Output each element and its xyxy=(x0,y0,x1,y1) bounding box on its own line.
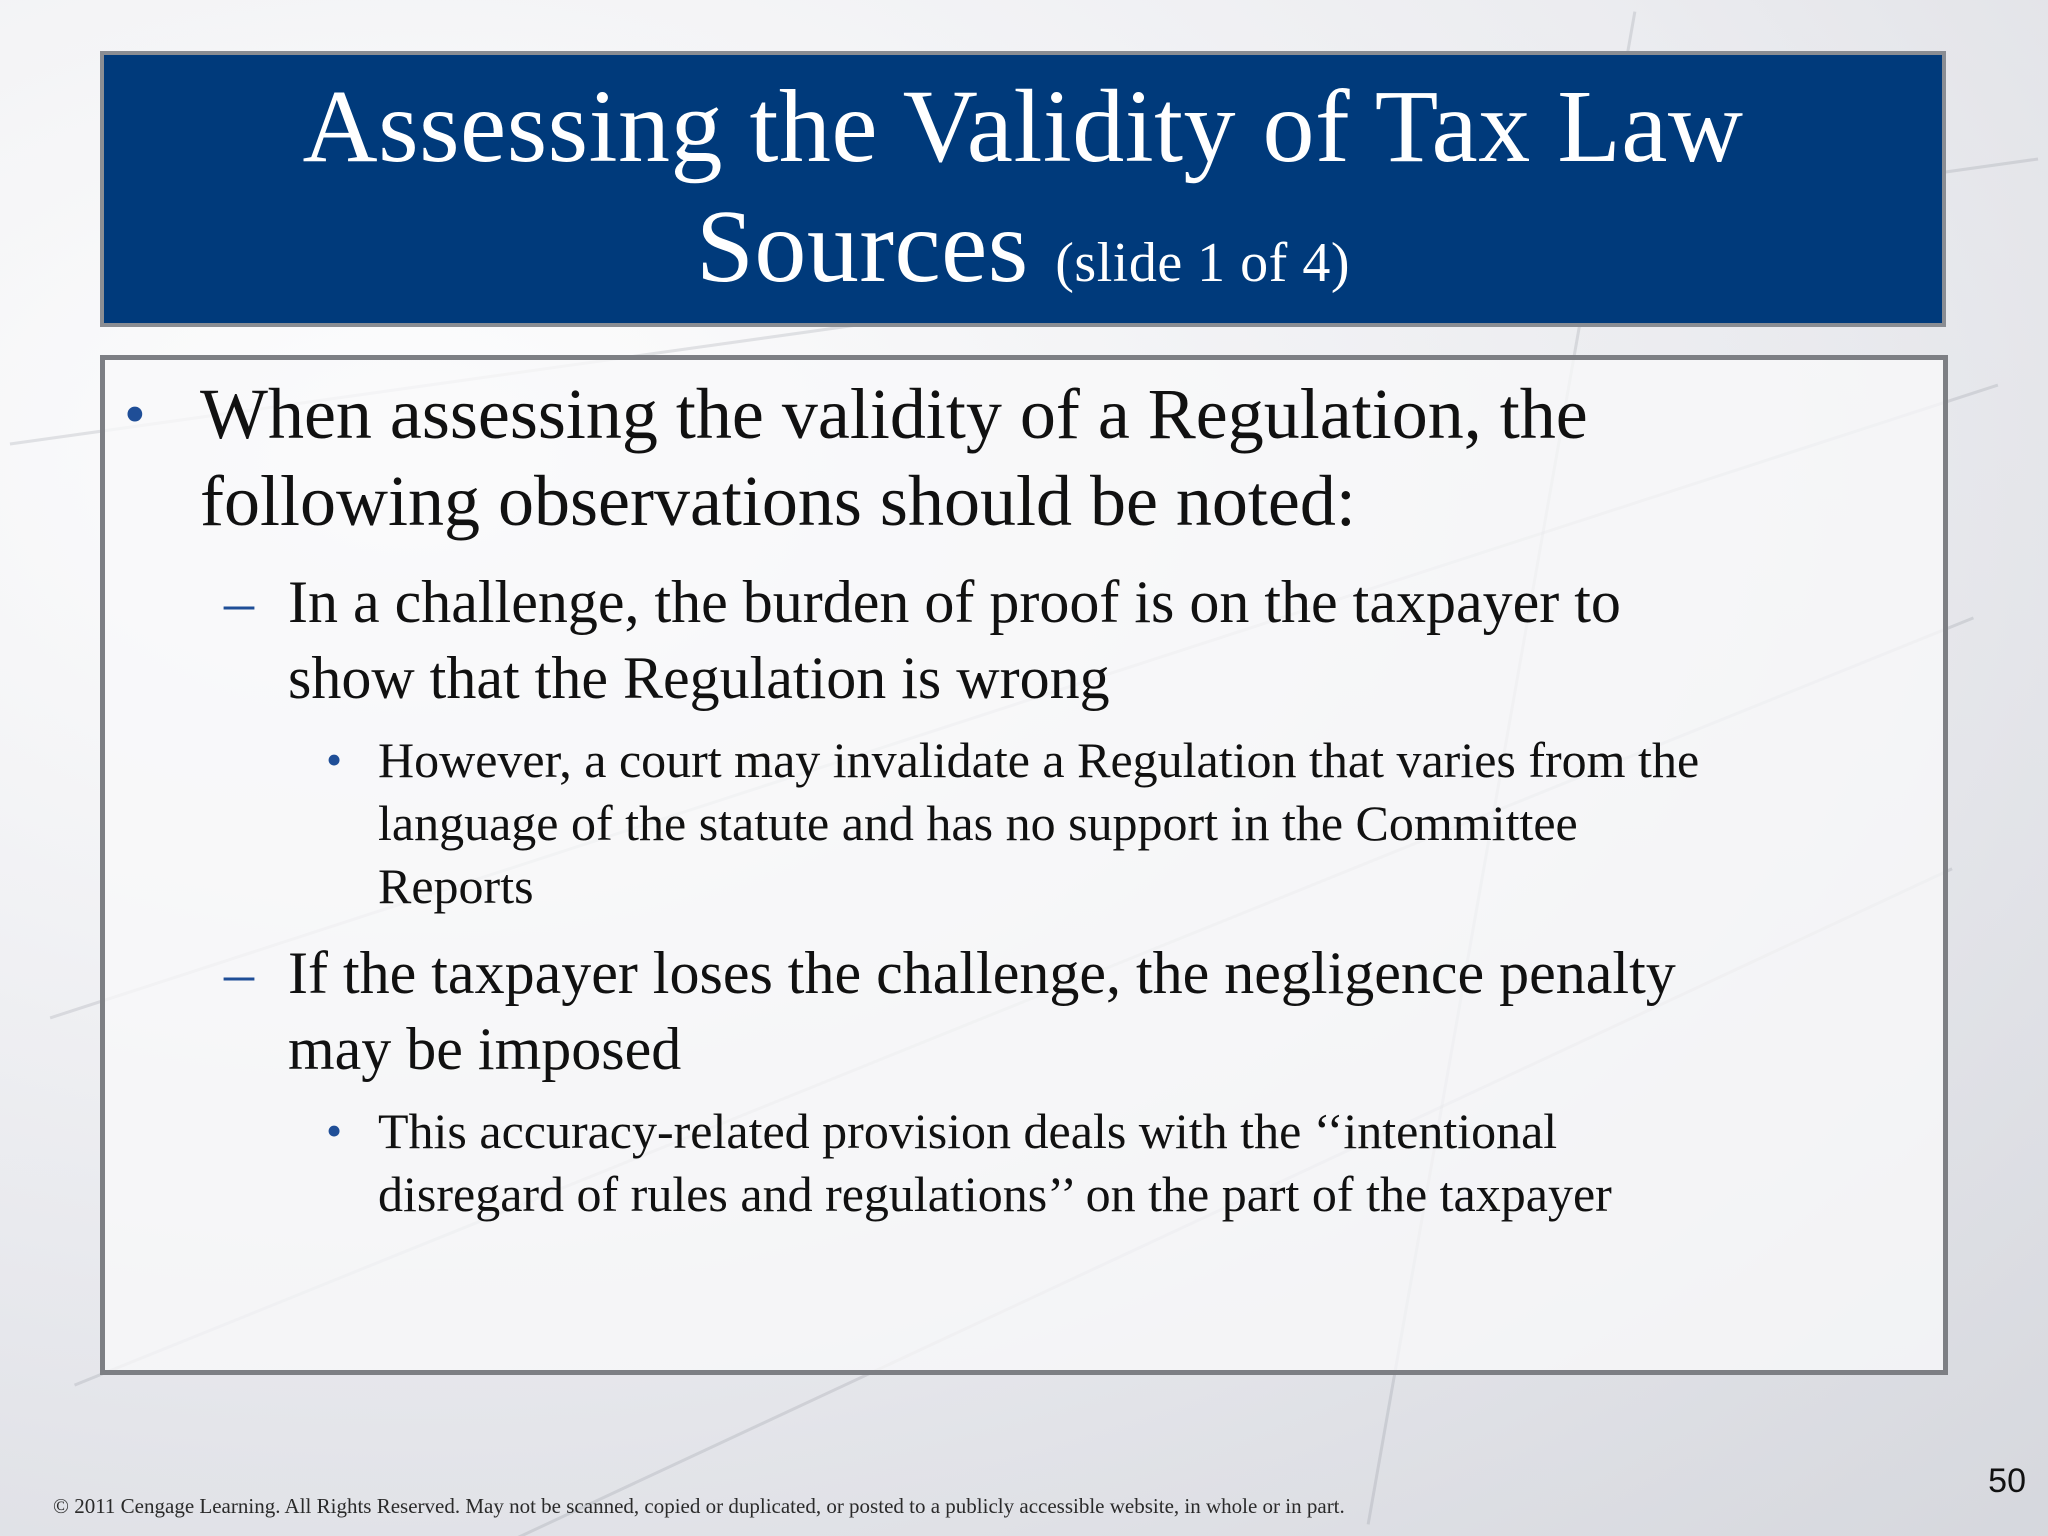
sub2-point-line1: This accuracy-related provision deals with the ‘‘intentional xyxy=(378,1103,1558,1159)
slide-subtitle: (slide 1 of 4) xyxy=(1055,232,1350,294)
sub2-line1: If the taxpayer loses the challenge, the negligence penalty xyxy=(288,940,1676,1006)
slide-title-word: Sources xyxy=(696,189,1029,304)
bullet1-line2: following observations should be noted: xyxy=(200,461,1356,541)
copyright-footer: © 2011 Cengage Learning. All Rights Reserved. May not be scanned, copied or duplicated, or posted to a publicly accessible website, in whole or in part. xyxy=(53,1494,1345,1518)
sub1-line2: show that the Regulation is wrong xyxy=(288,645,1110,711)
slide-title-line2 xyxy=(104,187,1942,323)
bullet1-line1: When assessing the validity of a Regulation, the xyxy=(200,374,1588,454)
page-number: 50 xyxy=(1988,1462,2026,1500)
sub2-point-line2: disregard of rules and regulations’’ on the part of the taxpayer xyxy=(378,1166,1612,1222)
bullet-marker: • xyxy=(124,381,146,449)
dash-marker: – xyxy=(224,940,254,1006)
sub1-point-line3: Reports xyxy=(378,858,534,914)
bullet-marker: • xyxy=(326,1105,343,1156)
bullet-marker: • xyxy=(326,734,343,785)
slide-title-box xyxy=(100,51,1946,327)
dash-marker: – xyxy=(224,569,254,635)
sub2-line2: may be imposed xyxy=(288,1016,682,1082)
sub1-point-line2: language of the statute and has no support in the Committee xyxy=(378,795,1578,851)
slide-title-line1: Assessing the Validity of Tax Law xyxy=(302,69,1744,184)
sub1-point-line1: However, a court may invalidate a Regulation that varies from the xyxy=(378,732,1700,788)
sub1-line1: In a challenge, the burden of proof is on the taxpayer to xyxy=(288,569,1621,635)
